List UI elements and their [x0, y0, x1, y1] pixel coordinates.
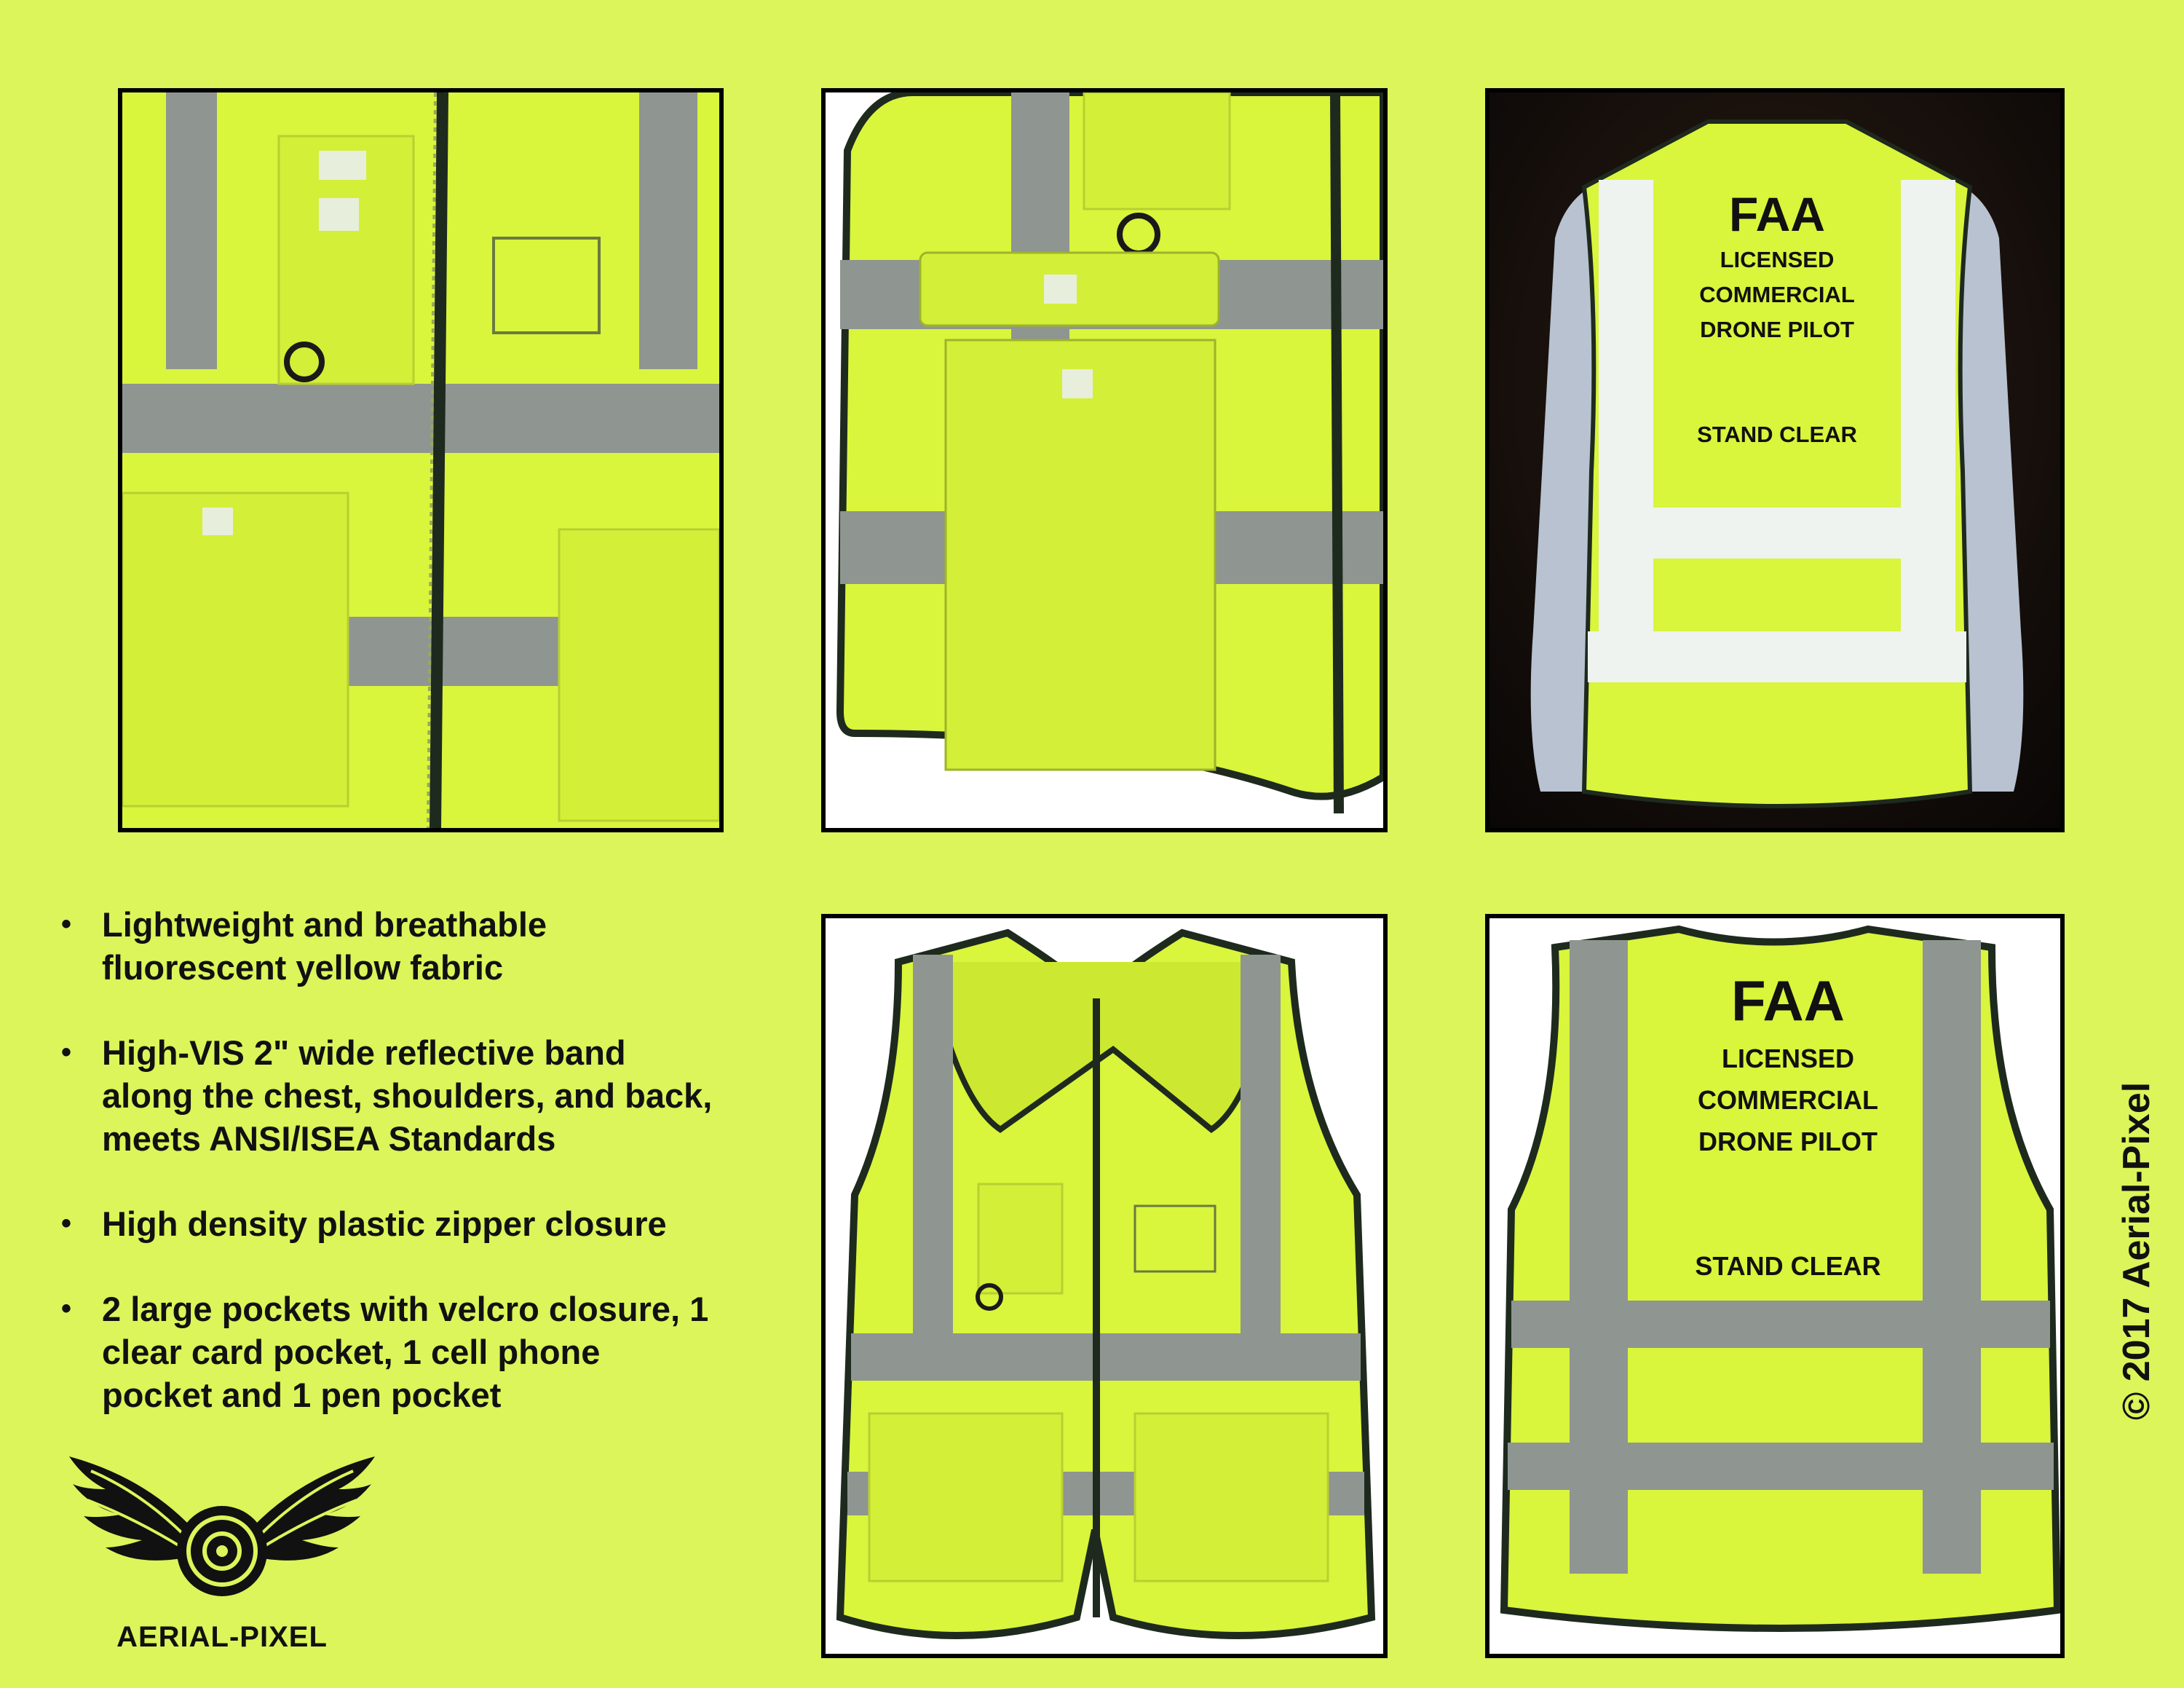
photo-vest-closeup-pocket	[821, 88, 1388, 832]
photo-vest-back	[1485, 914, 2065, 1658]
feature-line: • High density plastic zipper closure	[102, 1204, 667, 1243]
back-worn-line-3: DRONE PILOT	[1700, 317, 1854, 342]
feature-item	[58, 1031, 801, 1160]
feature-line: • High-VIS 2" wide reflective band	[102, 1033, 626, 1072]
photo-vest-front	[821, 914, 1388, 1658]
back-line-3: DRONE PILOT	[1698, 1127, 1878, 1156]
closeup-front-illustration	[122, 92, 719, 828]
back-worn-notice: STAND CLEAR	[1697, 422, 1857, 447]
winged-camera-icon	[62, 1449, 382, 1617]
brand-logo	[62, 1449, 382, 1668]
back-title: FAA	[1731, 969, 1845, 1033]
feature-line: along the chest, shoulders, and back,	[102, 1076, 713, 1115]
feature-item	[58, 1202, 801, 1245]
feature-line: • 2 large pockets with velcro closure, 1	[102, 1290, 709, 1328]
photo-vest-back-worn	[1485, 88, 2065, 832]
back-line-1: LICENSED	[1721, 1044, 1855, 1073]
feature-line: meets ANSI/ISEA Standards	[102, 1119, 556, 1158]
feature-line: • Lightweight and breathable	[102, 905, 547, 944]
back-worn-line-2: COMMERCIAL	[1699, 282, 1855, 307]
copyright-notice: © 2017 Aerial-Pixel	[2116, 1081, 2158, 1420]
feature-line: pocket and 1 pen pocket	[102, 1376, 502, 1414]
back-notice: STAND CLEAR	[1695, 1251, 1881, 1281]
back-worn-illustration	[1489, 92, 2060, 828]
back-worn-line-1: LICENSED	[1720, 247, 1835, 272]
feature-list	[58, 903, 801, 1459]
vest-front-illustration	[826, 918, 1383, 1654]
vest-back-illustration	[1489, 918, 2060, 1654]
back-line-2: COMMERCIAL	[1698, 1085, 1878, 1115]
feature-line: fluorescent yellow fabric	[102, 948, 504, 987]
feature-line: clear card pocket, 1 cell phone	[102, 1333, 601, 1371]
feature-item	[58, 903, 801, 989]
closeup-pocket-illustration	[826, 92, 1383, 828]
brand-name: AERIAL-PIXEL	[116, 1621, 328, 1653]
back-worn-title: FAA	[1729, 187, 1825, 241]
photo-vest-closeup-front	[118, 88, 724, 832]
feature-item	[58, 1287, 801, 1416]
